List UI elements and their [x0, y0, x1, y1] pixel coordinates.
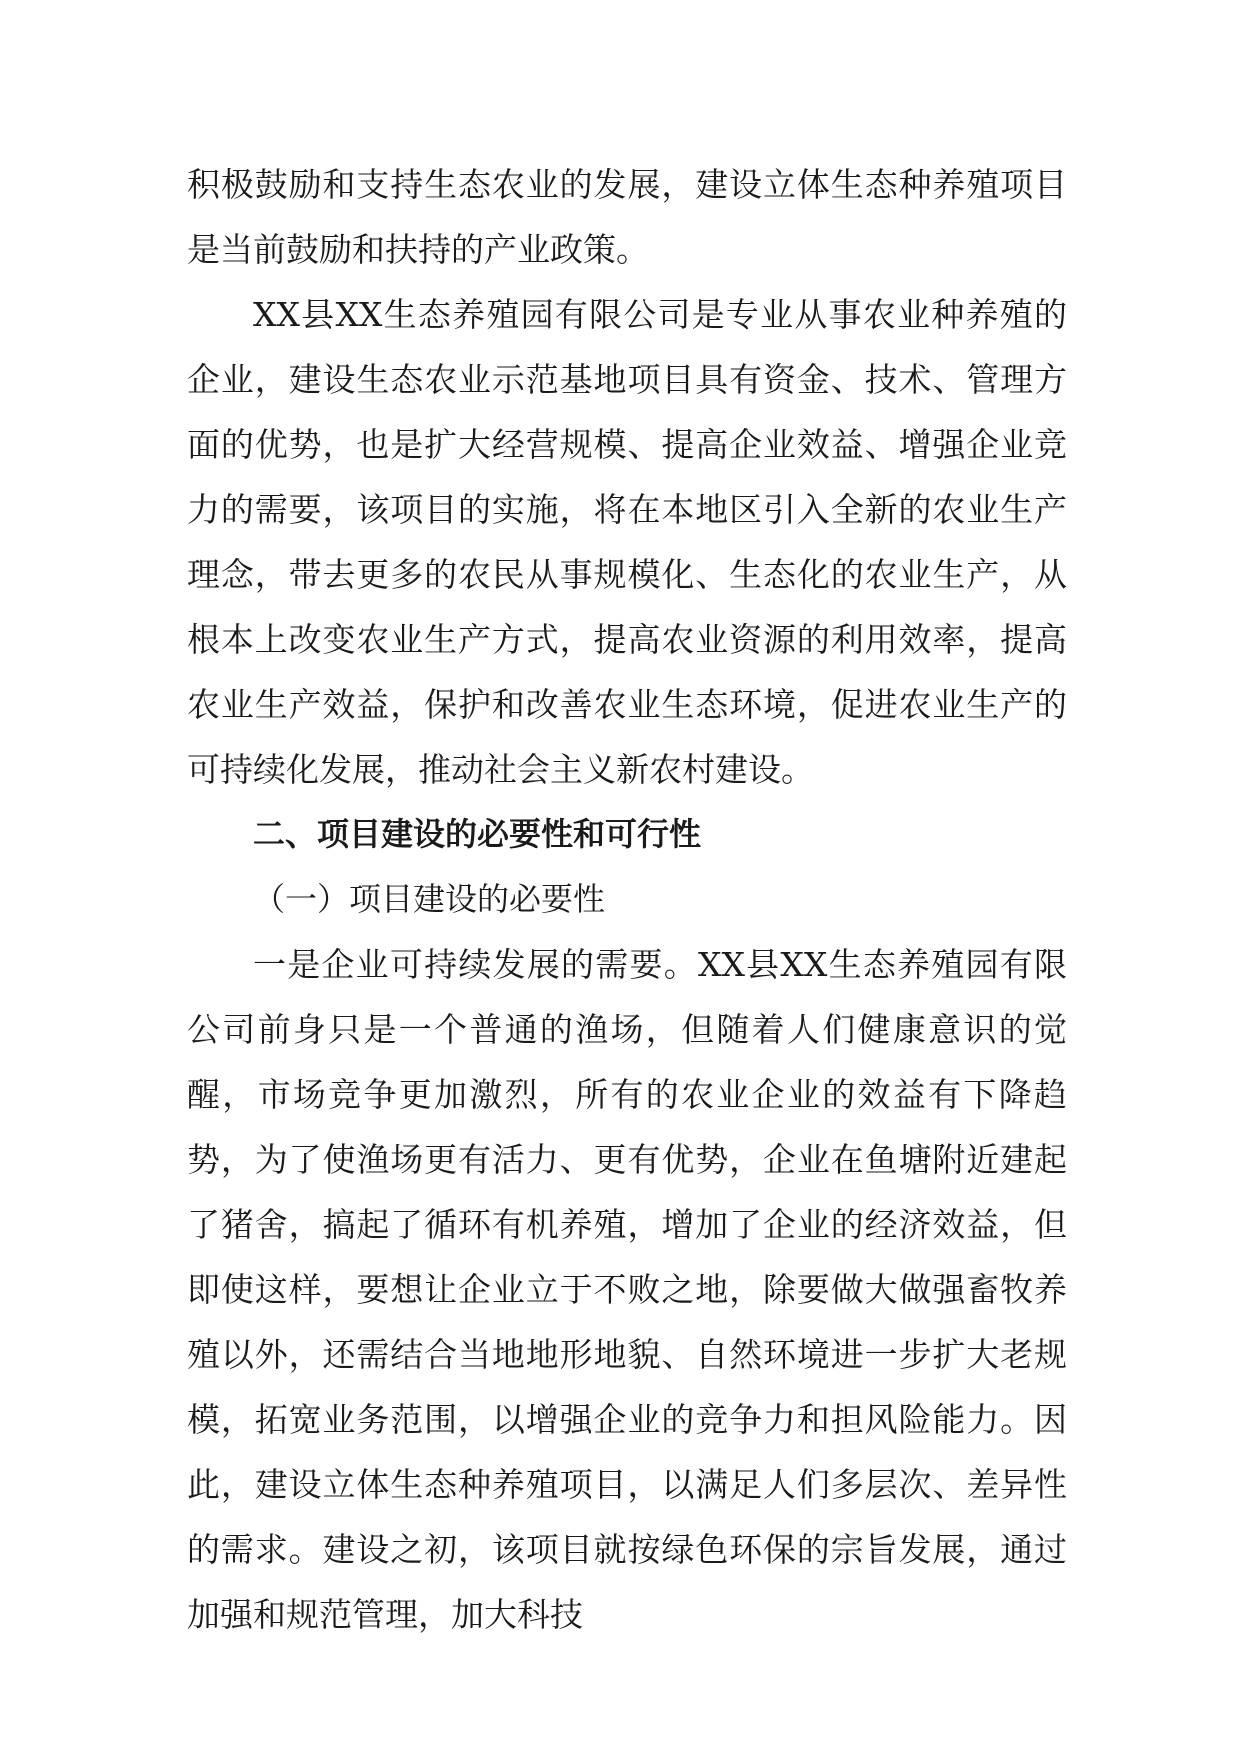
subsection-heading: （一）项目建设的必要性 — [253, 880, 606, 918]
body-paragraph: XX县XX生态养殖园有限公司是专业从事农业种养殖的企业，建设生态农业示范基地项目具有资金、技术、管理方面的优势，也是扩大经营规模、提高企业效益、增强企业竞力的需要，该项目的实施，将在本地区引入全新的农业生产理念，带去更多的农民从事规模化、生态化的农业生产，从根本上改变农业生产方式，提高农业资源的利用效率，提高农业生产效益，保护和改善农业生态环境，促进农业生产的可持续化发展，推动社会主义新农村建设。 — [187, 295, 1067, 789]
body-paragraph: 积极鼓励和支持生态农业的发展，建设立体生态种养殖项目是当前鼓励和扶持的产业政策。 — [187, 165, 1067, 269]
body-paragraph: 一是企业可持续发展的需要。XX县XX生态养殖园有限公司前身只是一个普通的渔场，但随着人们健康意识的觉醒，市场竞争更加激烈，所有的农业企业的效益有下降趋势，为了使渔场更有活力、更有优势，企业在鱼塘附近建起了猪舍，搞起了循环有机养殖，增加了企业的经济效益，但即使这样，要想让企业立于不败之地，除要做大做强畜牧养殖以外，还需结合当地地形地貌、自然环境进一步扩大老规模，拓宽业务范围，以增强企业的竞争力和担风险能力。因此，建设立体生态种养殖项目，以满足人们多层次、差异性的需求。建设之初，该项目就按绿色环保的宗旨发展，通过加强和规范管理，加大科技 — [187, 945, 1067, 1634]
document-page — [187, 152, 1067, 1647]
section-heading: 二、项目建设的必要性和可行性 — [253, 815, 702, 853]
